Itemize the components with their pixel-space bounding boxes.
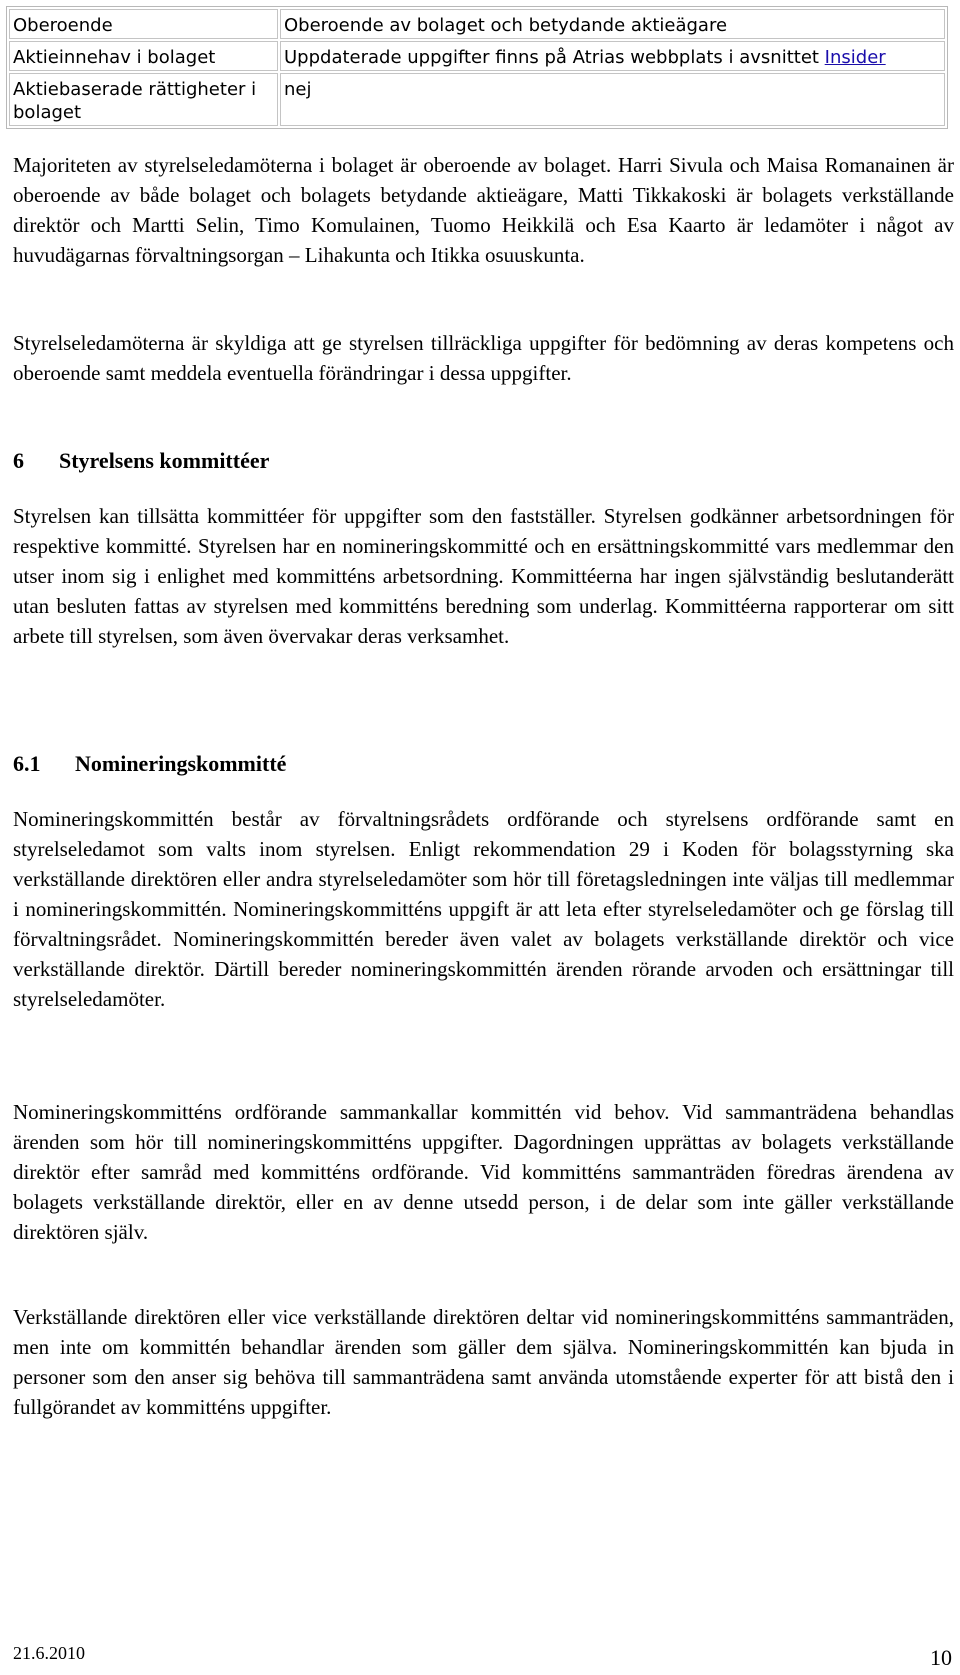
section-heading-6-1 <box>13 749 286 779</box>
footer-date: 21.6.2010 <box>13 1643 85 1663</box>
table-row <box>9 73 945 126</box>
section-heading-6 <box>13 446 269 476</box>
paragraph-committees: Styrelsen kan tillsätta kommittéer för uppgifter som den fastställer. Styrelsen godkänner arbetsordningen för respektive kommitté. Styrelsen har en nomineringskommitté och en ersättningskommitté vars medlemmar den utser inom sig i enlighet med kommitténs arbetsordning. Kommittéerna har ingen självständig beslutanderätt utan besluten fattas av styrelsen med kommitténs beredning som underlag. Kommittéerna rapporterar om sitt arbete till styrelsen, som även övervakar deras verksamhet. <box>13 504 954 648</box>
section-number: 6 <box>13 448 24 473</box>
table-row <box>9 41 945 71</box>
paragraph-independence: Majoriteten av styrelseledamöterna i bolaget är oberoende av bolaget. Harri Sivula och Maisa Romanainen är oberoende av både bolaget och bolagets betydande aktieägare, Matti Tikkakoski är bolagets verkställande direktör och Martti Selin, Timo Komulainen, Tuomo Heikkilä och Esa Kaarto är ledamöter i något av huvudägarnas förvaltningsorgan – Lihakunta och Itikka osuuskunta. <box>13 153 954 267</box>
row-label: Aktiebaserade rättigheter i bolaget <box>9 73 278 126</box>
table-row <box>9 9 945 39</box>
row-value-text: Uppdaterade uppgifter finns på Atrias webbplats i avsnittet <box>284 47 825 68</box>
row-label: Oberoende <box>9 9 278 39</box>
row-value: nej <box>280 73 945 126</box>
paragraph-nomination-composition: Nomineringskommittén består av förvaltningsrådets ordförande och styrelsens ordförande samt en styrelseledamot som valts inom styrelsen. Enligt rekommendation 29 i Koden för bolagsstyrning ska verkställande direktören eller andra styrelseledamöter som hör till företagsledningen inte väljas till medlemmar i nomineringskommittén. Nomineringskommitténs uppgift är att leta efter styrelseledamöter och ge förslag till förvaltningsrådet. Nomineringskommittén bereder även valet av bolagets verkställande direktör och vice verkställande direktör. Därtill bereder nomineringskommittén ärenden rörande arvoden och ersättningar till styrelseledamöter. <box>13 807 954 1011</box>
row-value <box>280 41 945 71</box>
section-title: Styrelsens kommittéer <box>59 448 270 473</box>
section-number: 6.1 <box>13 751 41 776</box>
section-title: Nomineringskommitté <box>75 751 287 776</box>
page-number: 10 <box>930 1645 952 1670</box>
insider-link[interactable]: Insider <box>824 47 886 68</box>
info-table <box>6 6 948 129</box>
row-value: Oberoende av bolaget och betydande aktieägare <box>280 9 945 39</box>
row-label: Aktieinnehav i bolaget <box>9 41 278 71</box>
paragraph-nomination-participation: Verkställande direktören eller vice verkställande direktören deltar vid nomineringskommitténs sammanträden, men inte om kommittén behandlar ärenden som gäller dem själva. Nomineringskommittén kan bjuda in personer som den anser sig behöva till sammanträdena samt använda utomstående experter för att bistå den i fullgörandet av kommitténs uppgifter. <box>13 1305 954 1419</box>
paragraph-obligations: Styrelseledamöterna är skyldiga att ge styrelsen tillräckliga uppgifter för bedömning av deras kompetens och oberoende samt meddela eventuella förändringar i dessa uppgifter. <box>13 331 954 385</box>
paragraph-nomination-meetings: Nomineringskommitténs ordförande sammankallar kommittén vid behov. Vid sammanträdena behandlas ärenden som hör till nomineringskommitténs uppgifter. Dagordningen upprättas av bolagets verkställande direktör efter samråd med kommitténs ordförande. Vid kommitténs sammanträden föredras ärendena av bolagets verkställande direktör, eller en av denne utsedd person, i de delar som inte gäller verkställande direktören själv. <box>13 1100 954 1244</box>
